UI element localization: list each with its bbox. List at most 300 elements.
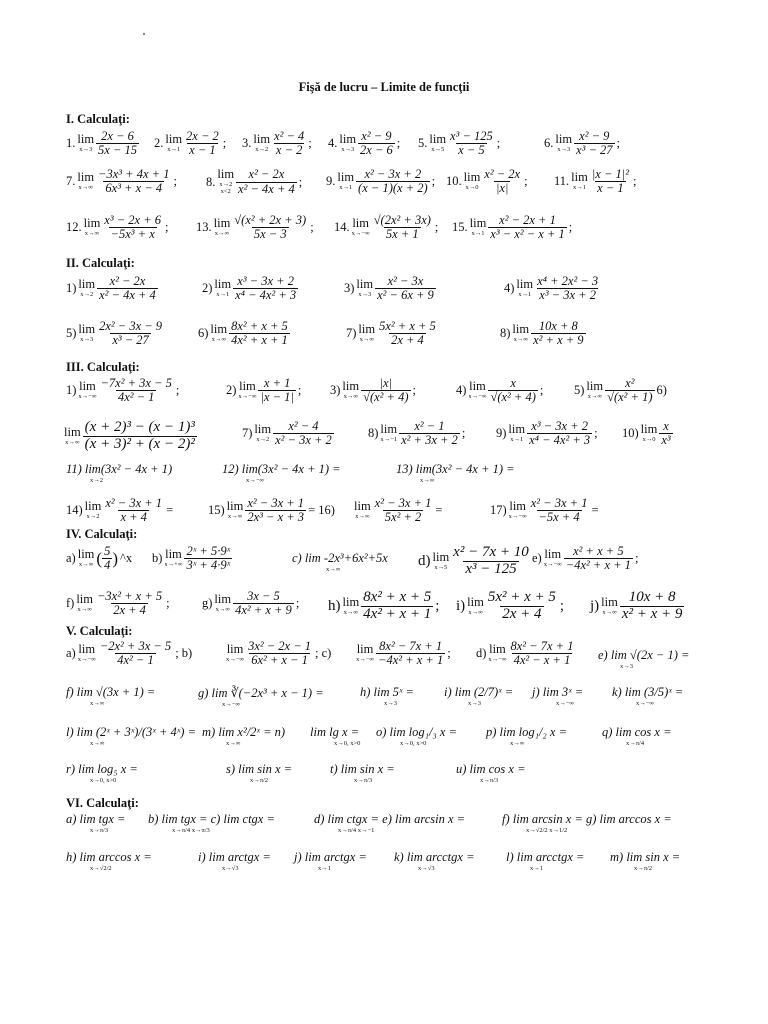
- numerator: x² − 7x + 10: [453, 544, 529, 560]
- limit-subscript: x→1: [471, 229, 485, 237]
- exercise-item: [202, 590, 299, 617]
- exercise-label: b): [152, 551, 163, 566]
- exercise-item: [574, 377, 667, 404]
- limit-operator: [601, 596, 618, 616]
- limit-subscript: x→π/4 x→π/3: [172, 827, 210, 834]
- exercise-label: 1): [66, 383, 77, 398]
- numerator: x² − 2x + 1: [499, 213, 556, 227]
- denominator: x³ − 27: [576, 143, 613, 158]
- exercise-text: q) lim cos x =: [602, 725, 672, 739]
- limit-subscript: x→π/4: [626, 740, 645, 747]
- denominator: √(x² + 4): [490, 390, 536, 405]
- limit-word: lim: [342, 379, 360, 394]
- fraction: [527, 420, 592, 447]
- limit-subscript: x→∞: [84, 229, 100, 237]
- exercise-label: 1): [66, 281, 77, 296]
- exercise-label: 2): [202, 281, 213, 296]
- exercise-item: [66, 685, 155, 707]
- denominator: |x − 1|: [260, 390, 294, 405]
- exercise-tail: ;: [308, 136, 312, 151]
- numerator: −3x³ + 4x + 1: [98, 167, 170, 181]
- limit-word: lim: [253, 132, 271, 147]
- exercise-item: [328, 130, 400, 157]
- exercise-item: [222, 462, 341, 484]
- limit-subscript: x→∞: [78, 183, 93, 191]
- exercise-item: [486, 725, 567, 747]
- exercise-label: i): [456, 597, 466, 614]
- limit-subscript: x→−∞: [351, 229, 370, 237]
- exercise-item: [554, 168, 636, 195]
- limit-subscript: x→−∞: [556, 700, 575, 707]
- section-II-header: II. Calculaţi:: [66, 256, 135, 270]
- numerator: −2x² + 3x − 5: [99, 639, 172, 653]
- limit-subscript: x→π/2: [250, 777, 269, 784]
- exercise-text: h) lim arccos x =: [66, 850, 152, 864]
- limit-subscript: x→−∞: [488, 655, 507, 663]
- denominator: −4x² + x + 1: [378, 653, 444, 668]
- limit-operator: [354, 500, 371, 520]
- exercise-tail: ;: [166, 596, 170, 611]
- exercise-tail: ^x: [119, 551, 133, 566]
- exercise-text: t) lim sin x =: [330, 762, 395, 776]
- limit-subscript: x→∞: [326, 566, 341, 573]
- limit-word: lim: [640, 422, 658, 437]
- fraction: [184, 545, 232, 572]
- exercise-label: 10): [622, 426, 639, 441]
- limit-word: lim: [226, 642, 244, 657]
- limit-word: lim: [544, 547, 562, 562]
- limit-word: lim: [467, 595, 484, 610]
- exercise-tail: ;: [165, 220, 169, 235]
- numerator: 3x − 5: [247, 589, 280, 603]
- limit-subscript: x→∞: [77, 605, 92, 613]
- exercise-text: m) lim sin x =: [610, 850, 681, 864]
- numerator: x² − 3x: [387, 274, 424, 288]
- denominator: x³ − 3x + 2: [539, 288, 596, 303]
- exercise-text: o) lim log₁/₃ x =: [376, 725, 458, 739]
- limit-word: lim: [78, 642, 96, 657]
- limit-subscript: x→2: [256, 435, 270, 443]
- exercise-tail: ; b): [175, 646, 193, 661]
- numerator: x² − 3x + 1: [105, 496, 163, 510]
- denominator: 4x² + x + 1: [231, 333, 288, 348]
- exercise-item: [202, 275, 298, 302]
- limit-word: lim: [352, 216, 369, 231]
- exercise-item: [328, 590, 439, 623]
- exercise-text: l) lim arcctgx =: [506, 850, 585, 864]
- exercise-label: 8): [500, 326, 511, 341]
- limit-subscript: x→3: [557, 145, 571, 153]
- limit-operator: [64, 426, 81, 446]
- exercise-item: [394, 850, 475, 872]
- exercise-item: [330, 762, 395, 784]
- exercise-item: [544, 130, 620, 157]
- numerator: 5x² + x + 5: [487, 589, 556, 605]
- numerator: 3x² − 2x − 1: [248, 639, 312, 653]
- exercise-item: [496, 420, 598, 447]
- exercise-label: 1.: [66, 136, 76, 151]
- limit-operator: [467, 596, 484, 616]
- fraction: [233, 275, 298, 302]
- fraction: [98, 640, 173, 667]
- exercise-item: [66, 214, 169, 241]
- exercise-item: [196, 214, 314, 241]
- limit-operator: [356, 643, 374, 663]
- limit-word: lim: [339, 132, 357, 147]
- limit-operator: [77, 133, 94, 153]
- numerator: x² − 2x: [248, 167, 285, 182]
- denominator: x² + x + 9: [621, 605, 683, 622]
- fraction: [535, 275, 600, 302]
- limit-subscript: x→2: [90, 477, 103, 484]
- exercise-item: [444, 685, 513, 707]
- limit-word: lim: [214, 592, 232, 607]
- numerator: x³ − 3x + 2: [531, 419, 588, 433]
- denominator: x³ − x² − x + 1: [490, 227, 565, 242]
- exercise-label: 7): [346, 326, 357, 341]
- exercise-item: [376, 725, 457, 747]
- limit-subscript: x→∞: [359, 335, 374, 343]
- exercise-label: 5): [574, 383, 585, 398]
- limit-word: lim: [429, 132, 447, 147]
- limit-subscript: x→π/3: [480, 777, 499, 784]
- limit-subscript: x→√2/2 x→1/2: [526, 827, 568, 834]
- limit-word: lim: [586, 379, 604, 394]
- numerator: x³ − 125: [450, 129, 493, 143]
- limit-subscript: x→1: [510, 435, 524, 443]
- fraction: [246, 640, 313, 667]
- fraction: [448, 130, 495, 157]
- exercise-item: [418, 130, 500, 157]
- exercise-item: [64, 420, 197, 453]
- section-IV-header: IV. Calculaţi:: [66, 527, 138, 541]
- denominator: −5x³ + x: [110, 227, 155, 242]
- denominator: 5x² + 2: [384, 510, 422, 525]
- exercise-text: m) lim x²/2ˣ = n): [202, 725, 286, 739]
- exercise-tail: ;: [524, 174, 528, 189]
- exercise-text: r) lim log₅ x =: [66, 762, 138, 776]
- limit-subscript: x→−∞: [246, 477, 265, 484]
- exercise-item: [66, 545, 132, 572]
- fraction: [373, 497, 434, 524]
- fraction: [620, 590, 685, 623]
- paren-right: ): [112, 548, 118, 568]
- limit-word: lim: [213, 216, 231, 231]
- limit-subscript: x→−∞: [77, 655, 96, 663]
- exercise-text: d) lim ctgx = e) lim arcsin x =: [314, 812, 466, 826]
- fraction: [451, 545, 531, 578]
- exercise-item: [314, 812, 465, 834]
- exercise-item: [456, 377, 543, 404]
- fraction: [361, 377, 410, 404]
- limit-subscript: x→2: [80, 290, 94, 298]
- limit-subscript: x→∞: [78, 560, 94, 568]
- limit-operator: [544, 548, 562, 568]
- limit-subscript: x→∞: [226, 740, 241, 747]
- fraction: [236, 168, 297, 195]
- fraction: [96, 168, 171, 195]
- limit-subscript: x→2: [219, 180, 233, 188]
- limit-subscript: x→√2/2: [90, 865, 112, 872]
- limit-subscript: x→−∞: [543, 560, 562, 568]
- fraction: [229, 320, 290, 347]
- numerator: x³ − 2x + 6: [104, 213, 162, 227]
- numerator: 8x² + x + 5: [363, 589, 432, 605]
- exercise-label: a): [66, 646, 76, 661]
- paren-left: (: [96, 548, 103, 568]
- fraction: [361, 590, 433, 623]
- exercise-label: 3): [344, 281, 355, 296]
- numerator: x⁴ + 2x² − 3: [537, 274, 599, 288]
- fraction: [377, 320, 438, 347]
- exercise-tail: 6): [656, 383, 667, 398]
- limit-operator: [78, 380, 96, 400]
- fraction: [486, 590, 558, 623]
- limit-operator: [488, 643, 506, 663]
- numerator: −3x² + x + 5: [97, 589, 163, 603]
- exercise-tail: ;: [435, 597, 440, 614]
- exercise-item: [334, 214, 438, 241]
- exercise-label: 3): [330, 383, 341, 398]
- numerator: 2x − 2: [186, 129, 219, 143]
- limit-subscript: x→π/4 x→−1: [338, 827, 375, 834]
- limit-subscript: x→0, x>0: [334, 740, 361, 747]
- denominator: x⁴ − 4x² + 3: [235, 288, 297, 303]
- exercise-item: [66, 275, 158, 302]
- exercise-item: [292, 551, 388, 573]
- exercise-text: k) lim (3/5)ˣ =: [612, 685, 684, 699]
- fraction: [96, 130, 139, 157]
- limit-subscript: x→∞: [211, 335, 226, 343]
- limit-operator: [429, 133, 446, 153]
- exercise-item: [622, 420, 673, 447]
- limit-word: lim: [512, 322, 530, 337]
- numerator: x² − 3x + 2: [364, 167, 422, 181]
- denominator: |x|: [495, 181, 509, 196]
- exercise-item: [456, 762, 526, 784]
- exercise-item: [502, 812, 672, 834]
- exercise-item: [368, 420, 465, 447]
- denominator: 2x − 6: [360, 143, 393, 158]
- denominator: 4x² − 1: [117, 390, 155, 405]
- denominator: √(x² + 4): [363, 390, 409, 405]
- exercise-item: [330, 377, 416, 404]
- limit-word: lim: [356, 642, 374, 657]
- exercise-item: [532, 545, 638, 572]
- denominator: x − 1: [189, 143, 216, 158]
- limit-subscript: x→∞: [227, 512, 243, 520]
- fraction: [102, 545, 112, 572]
- exercise-tail: ;: [175, 383, 180, 398]
- limit-word: lim: [509, 499, 527, 514]
- limit-word: lim: [76, 592, 93, 607]
- numerator: x² − 2x: [484, 167, 521, 181]
- fraction: [590, 168, 631, 195]
- fraction: [83, 420, 197, 453]
- limit-word: lim: [432, 550, 450, 565]
- limit-word: lim: [469, 379, 486, 394]
- exercise-item: [456, 590, 564, 623]
- numerator: x² − 9: [579, 129, 610, 143]
- limit-word: lim: [217, 167, 235, 181]
- limit-subscript: x→3: [341, 145, 355, 153]
- exercise-label: 2.: [154, 136, 164, 151]
- exercise-label: 9): [496, 426, 507, 441]
- denominator: 3ˣ + 4·9ˣ: [186, 558, 231, 573]
- exercise-tail: ;: [568, 220, 573, 235]
- exercise-label: 12.: [66, 220, 82, 235]
- limit-operator: [356, 278, 373, 298]
- exercise-item: [198, 685, 324, 708]
- limit-operator: [555, 133, 572, 153]
- denominator: x − 1: [597, 181, 624, 196]
- limit-word: lim: [469, 216, 487, 231]
- numerator: −7x² + 3x − 5: [100, 376, 172, 390]
- exercise-label: 6.: [544, 136, 554, 151]
- fraction: [97, 275, 158, 302]
- numerator: x² − 3x + 1: [247, 496, 305, 510]
- exercise-tail: ;: [539, 383, 544, 398]
- exercise-item: [294, 850, 367, 872]
- denominator: 2x + 4: [502, 605, 542, 622]
- limit-word: lim: [165, 547, 182, 562]
- limit-word: lim: [571, 170, 588, 185]
- exercise-item: [226, 377, 301, 404]
- fraction: [659, 420, 672, 447]
- limit-subscript: x→1: [318, 865, 331, 872]
- denominator: 2x³ − x + 3: [247, 510, 305, 525]
- exercise-tail: ;: [594, 426, 598, 441]
- limit-subscript: x→∞: [587, 392, 602, 400]
- fraction: [564, 545, 633, 572]
- limit-operator: [85, 500, 102, 520]
- fraction: [245, 497, 306, 524]
- exercise-text: i) lim arctgx =: [198, 850, 271, 864]
- fraction: [97, 320, 164, 347]
- limit-subscript: x→2: [255, 145, 269, 153]
- limit-operator: [217, 168, 234, 196]
- exercise-label: 17): [490, 503, 507, 518]
- fraction: [103, 497, 164, 524]
- limit-word: lim: [342, 595, 360, 610]
- limit-operator: [641, 423, 658, 443]
- exercise-item: [208, 497, 335, 524]
- limit-subscript: x→−∞: [356, 655, 375, 663]
- limit-subscript: x→π/3: [354, 777, 373, 784]
- exercise-label: 15): [208, 503, 225, 518]
- exercise-item: [66, 590, 170, 617]
- section-V-header: V. Calculaţi:: [66, 624, 133, 638]
- limit-word: lim: [601, 595, 618, 610]
- numerator: 2x − 6: [101, 129, 134, 143]
- numerator: 8x² − 7x + 1: [510, 639, 574, 653]
- exercise-tail: =: [591, 503, 599, 518]
- fraction: [508, 640, 575, 667]
- limit-operator: [253, 133, 270, 153]
- exercise-label: 2): [226, 383, 237, 398]
- limit-operator: [214, 217, 231, 237]
- limit-operator: [78, 643, 96, 663]
- limit-operator: [214, 278, 231, 298]
- exercise-text: j) lim arctgx =: [294, 850, 367, 864]
- limit-word: lim: [79, 379, 96, 394]
- limit-word: lim: [337, 170, 355, 185]
- exercise-label: 5.: [418, 136, 428, 151]
- exercise-label: 15.: [452, 220, 468, 235]
- limit-subscript: x→−∞: [222, 701, 241, 708]
- exercise-item: [346, 320, 438, 347]
- fraction: [531, 320, 585, 347]
- exercise-tail: ;: [434, 220, 439, 235]
- exercise-item: [360, 685, 414, 707]
- limit-word: lim: [226, 499, 244, 514]
- limit-operator: [470, 217, 487, 237]
- exercise-text: p) lim log₁/₂ x =: [486, 725, 568, 739]
- exercise-label: 5): [66, 326, 77, 341]
- fraction: [232, 214, 308, 241]
- denominator: x + 4: [120, 510, 147, 525]
- exercise-text: b) lim tgx = c) lim ctgx =: [148, 812, 275, 826]
- limit-operator: [78, 548, 95, 568]
- limit-operator: [165, 133, 182, 153]
- fraction: [273, 420, 334, 447]
- exercise-tail: ;: [297, 383, 302, 398]
- limit-subscript: x→∞: [343, 608, 359, 616]
- limit-word: lim: [254, 422, 272, 437]
- limit-subscript: x→π/2: [634, 865, 653, 872]
- limit-word: lim: [214, 277, 232, 292]
- exercise-text: l) lim (2ˣ + 3ˣ)/(3ˣ + 4ˣ) =: [66, 725, 197, 739]
- limit-subscript: x→∞: [602, 608, 617, 616]
- exercise-text: a) lim tgx =: [66, 812, 126, 826]
- limit-word: lim: [83, 216, 101, 231]
- limit-operator: [343, 596, 360, 616]
- denominator: −4x² + x + 1: [565, 558, 631, 573]
- exercise-text: 11) lim(3x² − 4x + 1): [66, 462, 173, 476]
- exercise-tail: ;: [298, 174, 303, 189]
- exercise-item: [418, 545, 531, 578]
- limit-subscript: x→0: [642, 435, 656, 443]
- scan-dot: [143, 33, 145, 35]
- exercise-tail: ;: [412, 383, 416, 398]
- numerator: x² − 3x + 1: [530, 496, 588, 510]
- exercise-tail: ;: [559, 597, 565, 614]
- fraction: [95, 590, 164, 617]
- exercise-text: h) lim 5ˣ =: [360, 685, 414, 699]
- page-title: Fişă de lucru – Limite de funcţii: [298, 80, 470, 94]
- numerator: 2x² − 3x − 9: [99, 319, 163, 333]
- limit-word: lim: [64, 425, 81, 440]
- denominator: (x − 1)(x + 2): [358, 181, 428, 196]
- exercise-item: [66, 812, 125, 834]
- fraction: [375, 275, 436, 302]
- denominator: x² − 4x + 4: [99, 288, 156, 303]
- limit-subscript: x→∞: [510, 740, 525, 747]
- limit-subscript: x→1: [573, 183, 586, 191]
- limit-operator: [342, 380, 359, 400]
- exercise-text: j) lim 3ˣ =: [532, 685, 584, 699]
- limit-word: lim: [516, 277, 534, 292]
- exercise-item: [148, 812, 275, 834]
- limit-operator: [76, 593, 93, 613]
- exercise-tail: ;: [295, 596, 300, 611]
- limit-subscript: x→−1: [380, 435, 398, 443]
- exercise-label: d): [476, 646, 487, 661]
- exercise-item: [396, 462, 515, 484]
- exercise-tail: ;: [616, 136, 621, 151]
- denominator: 2x + 4: [391, 333, 424, 348]
- limit-operator: [226, 643, 244, 663]
